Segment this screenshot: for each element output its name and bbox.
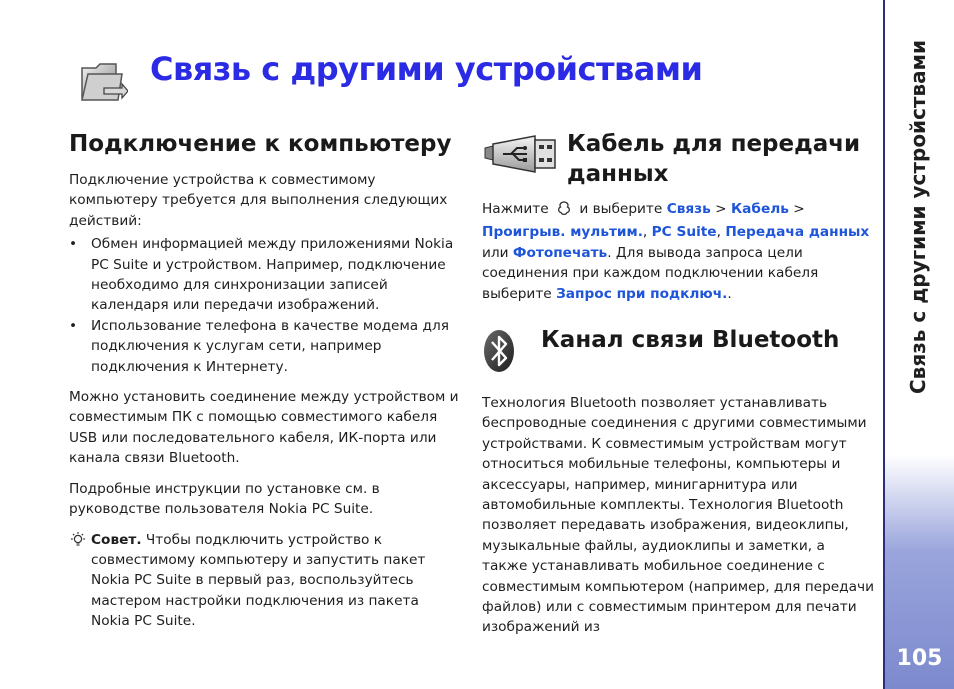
cable-paragraph [482, 199, 874, 304]
option-data-transfer[interactable]: Передача данных [725, 224, 870, 241]
instructions-paragraph: Подробные инструкции по установке см. в руководстве пользователя Nokia PC Suite. [69, 480, 380, 518]
bluetooth-icon [482, 328, 516, 374]
side-chapter-title: Связь с другими устройствами [906, 39, 930, 394]
tip-label: Совет. [91, 531, 142, 548]
page-number: 105 [896, 646, 943, 671]
list-item: • Использование телефона в качестве модема для подключения к услугам сети, например подключения к Интернету. [69, 316, 461, 377]
intro-paragraph: Подключение устройства к совместимому компьютеру требуется для выполнения следующих действий: [69, 172, 448, 229]
period: . [727, 285, 732, 302]
heading-data-cable: Кабель для передачи данных [567, 131, 861, 187]
comma: , [642, 224, 648, 241]
usb-paragraph: Можно установить соединение между устройством и совместимым ПК с помощью совместимого кабеля USB или последовательного кабеля, ИК-порта или канала связи Bluetooth. [69, 389, 459, 467]
folder-connect-icon [78, 58, 128, 106]
page-title: Связь с другими устройствами [150, 50, 703, 88]
menu-link-kabel[interactable]: Кабель [730, 201, 789, 217]
option-ask-on-connect[interactable]: Запрос при подключ. [556, 285, 728, 302]
separator: > [715, 201, 727, 217]
cable-text-after: . Для вывода запроса цели соединения при каждом подключении кабеля выберите [482, 244, 819, 302]
left-column-text [69, 170, 461, 632]
lightbulb-tip-icon [69, 531, 87, 555]
option-media-player[interactable]: Проигрыв. мультим. [482, 224, 643, 241]
comma: , [716, 224, 721, 241]
or-text: или [482, 244, 509, 261]
press-text: Нажмите [482, 201, 549, 217]
and-select-text: и выберите [579, 201, 663, 217]
separator: > [793, 201, 805, 217]
option-photo-print[interactable]: Фотопечать [512, 244, 608, 261]
tip-block [69, 530, 461, 632]
menu-key-icon [553, 200, 575, 222]
bullet-list [69, 234, 461, 377]
heading-pc-connection: Подключение к компьютеру [69, 131, 452, 157]
list-item: • Обмен информацией между приложениями Nokia PC Suite и устройством. Например, подключение необходимо для синхронизации записей календаря или передачи изображений. [69, 234, 461, 316]
heading-bluetooth: Канал связи Bluetooth [541, 327, 840, 353]
tip-text: Чтобы подключить устройство к совместимому компьютеру и запустить пакет Nokia PC Suite в первый раз, воспользуйтесь мастером настройки подключения из пакета Nokia PC Suite. [91, 531, 426, 630]
menu-link-svyaz[interactable]: Связь [666, 201, 711, 217]
bluetooth-paragraph: Технология Bluetooth позволяет устанавливать беспроводные соединения с другими совместимыми устройствами. К совместимым устройствам могут относиться мобильные телефоны, компьютеры и аксессуары, например, минигарнитура или автомобильные комплекты. Технология Bluetooth позволяет передавать изображения, видеоклипы, музыкальные файлы, аудиоклипы и заметки, а также устанавливать мобильное соединение с совместимым компьютером (например, для передачи файлов) или с совместимым принтером для печати изображений из [482, 395, 875, 636]
option-pc-suite[interactable]: PC Suite [651, 224, 717, 241]
usb-plug-icon [483, 130, 559, 180]
